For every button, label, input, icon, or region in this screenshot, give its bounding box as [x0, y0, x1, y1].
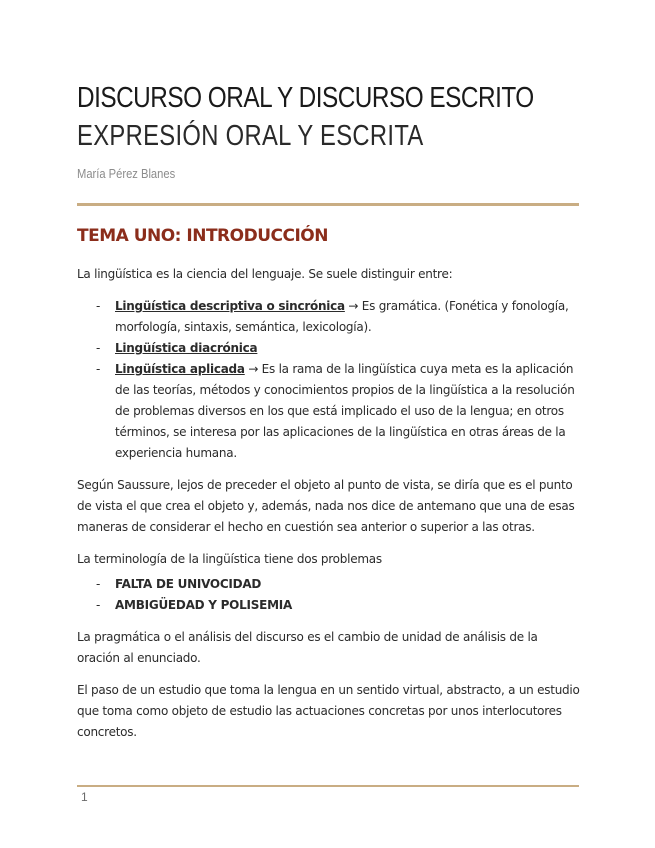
author-name: María Pérez Blanes [77, 166, 176, 181]
document-title: DISCURSO ORAL Y DISCURSO ESCRITO [77, 82, 534, 114]
list-item [77, 359, 582, 464]
footer-divider [77, 785, 579, 787]
list-item-term: Lingüística aplicada [115, 362, 245, 376]
list-item-text: → Es la rama de la lingüística cuya meta es la aplicación de las teorías, métodos y conocimientos propios de la lingüística a la resolución de problemas diversos en los que está implicado el uso de la lengua; en otros términos, se interesa por las aplicaciones de la lingüística en otras áreas de la experiencia humana. [115, 362, 575, 460]
dash-bullet: - [96, 299, 101, 313]
saussure-paragraph: Según Saussure, lejos de preceder el objeto al punto de vista, se diría que es el punto de vista el que crea el objeto y, además, nada nos dice de antemano que una de esas maneras de considerar el hecho en cuestión sea anterior o superior a las otras. [77, 478, 575, 534]
list-item-term: Lingüística diacrónica [115, 341, 258, 355]
document-subtitle: EXPRESIÓN ORAL Y ESCRITA [77, 120, 424, 152]
document-page [77, 0, 579, 848]
terminology-paragraph: La terminología de la lingüística tiene dos problemas [77, 552, 382, 566]
dash-bullet: - [96, 362, 101, 376]
list-item-text: → Es gramática. (Fonética y fonología, morfología, sintaxis, semántica, lexicología). [115, 299, 569, 334]
list-item [77, 595, 582, 616]
dash-bullet: - [96, 341, 101, 355]
list-item [77, 296, 582, 338]
problems-list [77, 574, 582, 616]
section-heading: TEMA UNO: INTRODUCCIÓN [77, 226, 328, 246]
linguistics-list [77, 296, 582, 464]
list-item [77, 574, 582, 595]
list-item [77, 338, 582, 359]
pragmatica-paragraph: La pragmática o el análisis del discurso es el cambio de unidad de análisis de la oración al enunciado. [77, 630, 538, 665]
paso-paragraph: El paso de un estudio que toma la lengua en un sentido virtual, abstracto, a un estudio que toma como objeto de estudio las actuaciones concretas por unos interlocutores concretos. [77, 683, 580, 739]
dash-bullet: - [96, 577, 101, 591]
document-body [77, 264, 582, 754]
dash-bullet: - [96, 598, 101, 612]
page-number: 1 [81, 790, 88, 804]
list-item-term: Lingüística descriptiva o sincrónica [115, 299, 345, 313]
problem-label: AMBIGÜEDAD Y POLISEMIA [115, 598, 293, 612]
header-divider [77, 203, 579, 206]
intro-paragraph: La lingüística es la ciencia del lenguaje. Se suele distinguir entre: [77, 267, 453, 281]
problem-label: FALTA DE UNIVOCIDAD [115, 577, 262, 591]
